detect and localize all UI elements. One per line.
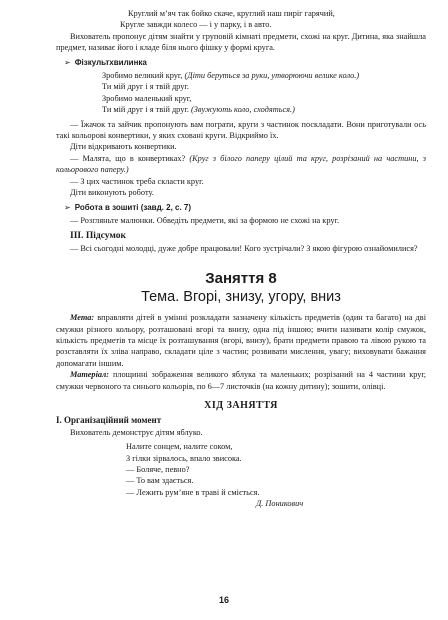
heading-text: Фізкультхвилинка <box>74 57 147 67</box>
verse-line <box>102 70 426 81</box>
heading-text: Робота в зошиті (завд. 2, с. 7) <box>74 202 192 212</box>
section-heading-summary: III. Підсумок <box>70 231 126 242</box>
materials-text: площинні зображення великого яблука та маленьких; розрізаний на 4 частини круг, смужки червоного та синього кольорів, по 6—7 листочків (на кожну дитину); зошити, олівці. <box>56 370 426 391</box>
paragraph: Вихователь пропонує дітям знайти у груповій кімнаті предмети, схожі на круг. Дитина, яка знайшла предмет, називає його і кладе біля нього фішку у формі круга. <box>56 31 426 53</box>
goal-label: Мета: <box>70 313 95 323</box>
paragraph: — З цих частинок треба скласти круг. <box>70 176 204 186</box>
poem-line: З гілки зірвалось, впало звисока. <box>126 453 242 463</box>
verse-line: Кругле завжди колесо — і у парку, і в авто. <box>120 20 272 30</box>
poem <box>56 441 426 498</box>
paragraph <box>56 153 426 176</box>
poem-line: — Боляче, певно? <box>126 465 190 474</box>
paragraph: Вихователь демонструє дітям яблуко. <box>70 427 203 437</box>
verse-line: Круглий м’яч так бойко скаче, круглий наш пиріг гарячий, <box>128 9 335 18</box>
stage-note: (Діти беруться за руки, утворюючи велике коло.) <box>184 71 360 81</box>
paragraph: Діти відкривають конвертики. <box>70 142 177 152</box>
dialog-text: — Малята, що в конвертиках? <box>70 153 190 163</box>
stage-note: (Звужують коло, сходяться.) <box>191 105 295 115</box>
verse-line: Ти мій друг і я твій друг. <box>102 82 189 92</box>
verse-text: Ти мій друг і я твій друг. <box>102 105 191 115</box>
paragraph: — Всі сьогодні молодці, дуже добре працювали! Кого зустрічали? З якою фігурою ознайомилися? <box>70 243 418 253</box>
poem-line: — Лежить рум’яне в траві й сміється. <box>126 487 260 497</box>
exercise-verse <box>56 70 426 116</box>
paragraph: — Їжачок та зайчик пропонують вам пограти, круги з частинок поскладати. Вони приготували ось такі кольорові конвертики, у яких сховані круги. Відкриймо їх. <box>56 119 426 141</box>
page-number: 16 <box>218 594 229 605</box>
poem-line: — То вам здається. <box>126 476 194 486</box>
lesson-materials <box>56 369 426 392</box>
poem-line: Налите сонцем, налите соком, <box>126 442 233 452</box>
verse-line: Зробимо маленький круг, <box>102 93 192 103</box>
lesson-subtitle: Тема. Вгорі, знизу, угору, вниз <box>141 289 341 306</box>
subsection-heading: І. Організаційний момент <box>56 415 162 426</box>
goal-text: вправляти дітей в умінні розкладати зазначену кількість предметів (один та багато) на дві смужки різного кольору, розташовані вгорі та внизу, одна під іншою; вчити називати колір смужок, кількість предметів та місце їх розташування (вгорі, внизу), брати предмети правою та лівою рукою та розставляти їх зліва направо, складати ціле з частин; розвивати мислення, увагу; виховувати бажання допомагати іншим. <box>56 313 426 368</box>
section-heading-workbook <box>64 202 426 213</box>
section-heading-fizkult <box>64 57 426 68</box>
lesson-title: Заняття 8 <box>205 270 277 288</box>
materials-label: Матеріал: <box>70 370 110 380</box>
paragraph: — Розгляньте малюнки. Обведіть предмети, які за формою не схожі на круг. <box>70 215 340 225</box>
poem-author: Д. Поникович <box>256 499 304 509</box>
paragraph: Діти виконують роботу. <box>70 188 154 198</box>
lesson-goal <box>56 312 426 369</box>
verse-line <box>102 104 426 115</box>
course-heading: ХІД ЗАНЯТТЯ <box>204 399 278 411</box>
verse-text: Зробимо великий круг, <box>102 71 185 81</box>
arrow-bullet-icon: ➢ <box>64 57 71 67</box>
stage-note: (Круг з білого паперу цілий та круг, розрізаний на частини, з кольорового паперу.) <box>56 153 426 175</box>
arrow-bullet-icon: ➢ <box>64 202 71 212</box>
